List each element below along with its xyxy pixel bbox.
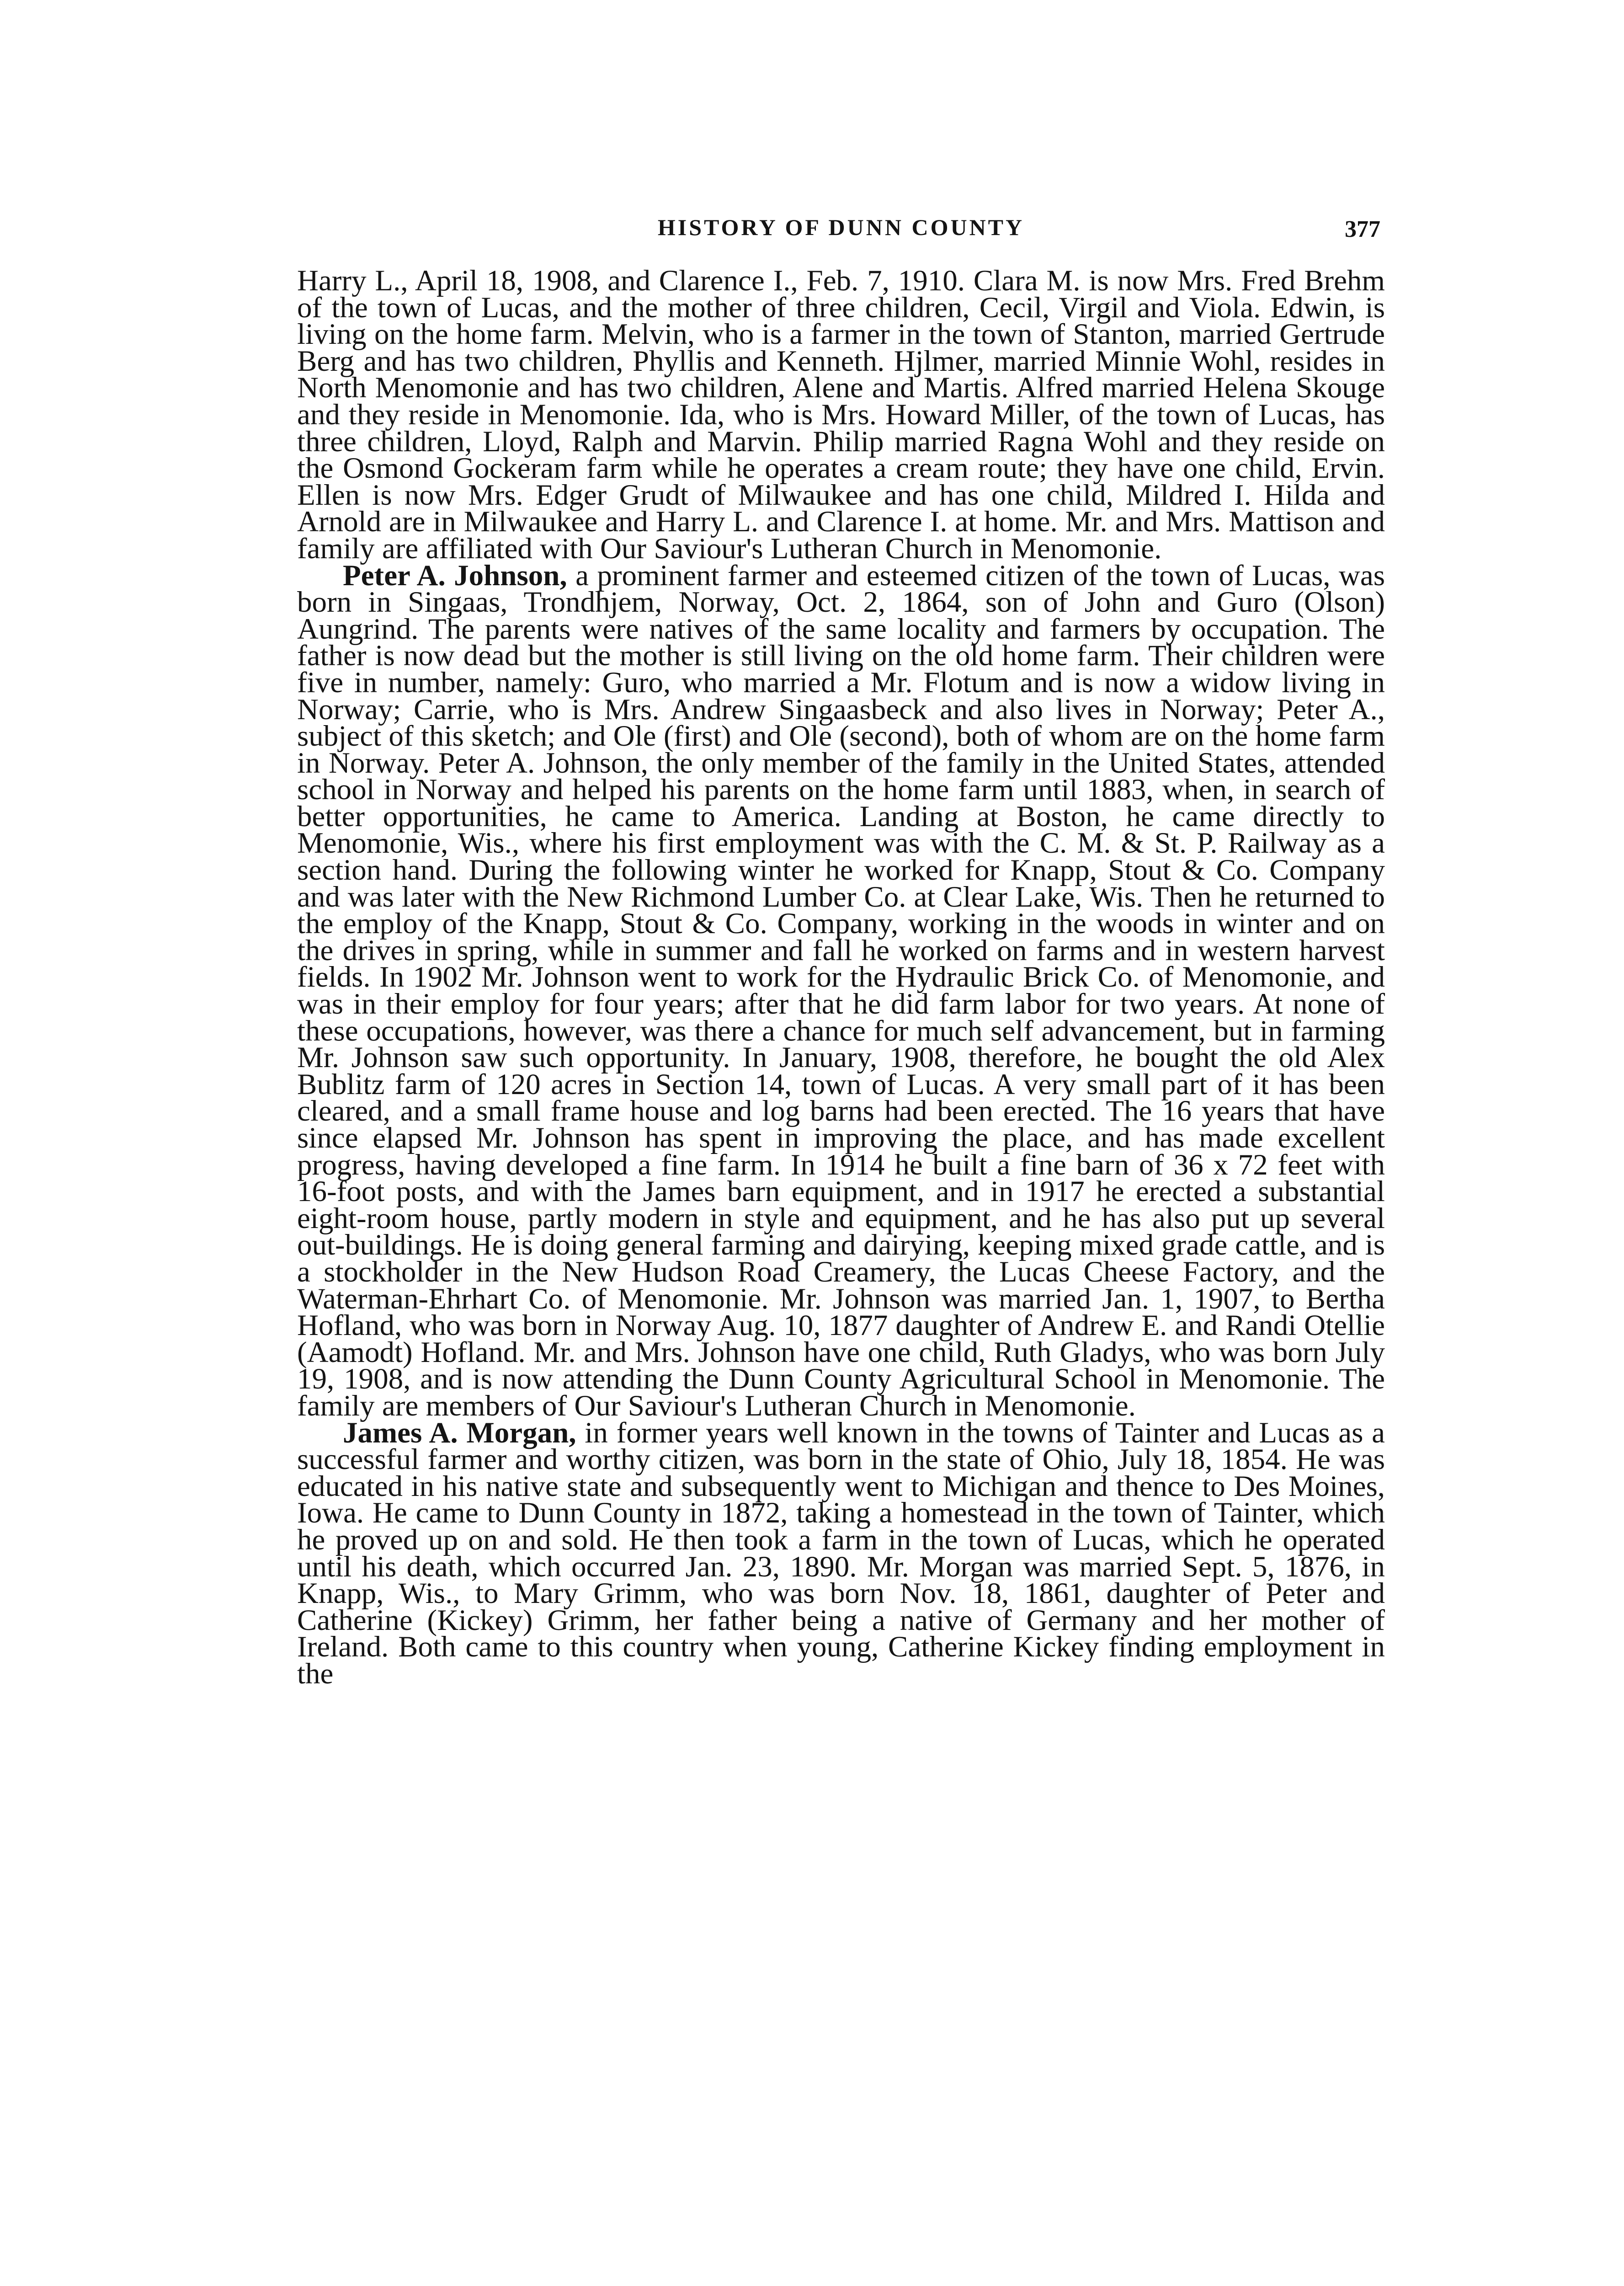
body-text xyxy=(297,264,1385,1690)
page-header xyxy=(297,214,1385,251)
running-head: HISTORY OF DUNN COUNTY xyxy=(657,214,1025,240)
paragraph-james-a-morgan xyxy=(297,1416,1385,1690)
paragraph-text: a prominent farmer and esteemed citizen of the town of Lucas, was born in Singaas, Trondhjem, Norway, Oct. 2, 1864, son of John and Guro (Olson) Aungrind. The parents were natives of the same locality and farmers by occupation. The father is now dead but the mother is still living on the old home farm. Their children were five in number, namely: Guro, who married a Mr. Flotum and is now a widow living in Norway; Carrie, who is Mrs. Andrew Singaasbeck and also lives in Norway; Peter A., subject of this sketch; and Ole (first) and Ole (second), both of whom are on the home farm in Norway. Peter A. Johnson, the only member of the family in the United States, attended school in Norway and helped his parents on the home farm until 1883, when, in search of better opportunities, he came to America. Landing at Boston, he came directly to Menomonie, Wis., where his first employment was with the C. M. & St. P. Railway as a section hand. During the following winter he worked for Knapp, Stout & Co. Company and was later with the New Richmond Lumber Co. at Clear Lake, Wis. Then he returned to the employ of the Knapp, Stout & Co. Company, working in the woods in winter and on the drives in spring, while in summer and fall he worked on farms and in western harvest fields. In 1902 Mr. Johnson went to work for the Hydraulic Brick Co. of Menomonie, and was in their employ for four years; after that he did farm labor for two years. At none of these occupations, however, was there a chance for much self advancement, but in farming Mr. Johnson saw such opportunity. In January, 1908, therefore, he bought the old Alex Bublitz farm of 120 acres in Section 14, town of Lucas. A very small part of it has been cleared, and a small frame house and log barns had been erected. The 16 years that have since elapsed Mr. Johnson has spent in improving the place, and has made excellent progress, having developed a fine farm. In 1914 he built a fine barn of 36 x 72 feet with 16-foot posts, and with the James barn equipment, and in 1917 he erected a substantial eight-room house, partly modern in style and equipment, and he has also put up several out-buildings. He is doing general farming and dairying, keeping mixed grade cattle, and is a stockholder in the New Hudson Road Creamery, the Lucas Cheese Factory, and the Waterman-Ehrhart Co. of Menomonie. Mr. Johnson was married Jan. 1, 1907, to Bertha Hofland, who was born in Norway Aug. 10, 1877 daughter of Andrew E. and Randi Otellie (Aamodt) Hofland. Mr. and Mrs. Johnson have one child, Ruth Gladys, who was born July 19, 1908, and is now attending the Dunn County Agricultural School in Menomonie. The family are members of Our Saviour's Lutheran Church in Menomonie. xyxy=(297,559,1385,1422)
paragraph-text: in former years well known in the towns of Tainter and Lucas as a successful farmer and worthy citizen, was born in the state of Ohio, July 18, 1854. He was educated in his native state and subsequently went to Michigan and thence to Des Moines, Iowa. He came to Dunn County in 1872, taking a homestead in the town of Tainter, which he proved up on and sold. He then took a farm in the town of Lucas, which he operated until his death, which occurred Jan. 23, 1890. Mr. Morgan was married Sept. 5, 1876, in Knapp, Wis., to Mary Grimm, who was born Nov. 18, 1861, daughter of Peter and Catherine (Kickey) Grimm, her father being a native of Germany and her mother of Ireland. Both came to this country when young, Catherine Kickey finding employment in the xyxy=(297,1416,1385,1690)
paragraph-text: Harry L., April 18, 1908, and Clarence I., Feb. 7, 1910. Clara M. is now Mrs. Fred Brehm of the town of Lucas, and the mother of three children, Cecil, Virgil and Viola. Edwin, is living on the home farm. Melvin, who is a farmer in the town of Stanton, married Gertrude Berg and has two children, Phyllis and Kenneth. Hjlmer, married Minnie Wohl, resides in North Menomonie and has two children, Alene and Martis. Alfred married Helena Skouge and they reside in Menomonie. Ida, who is Mrs. Howard Miller, of the town of Lucas, has three children, Lloyd, Ralph and Marvin. Philip married Ragna Wohl and they reside on the Osmond Gockeram farm while he operates a cream route; they have one child, Ervin. Ellen is now Mrs. Edger Grudt of Milwaukee and has one child, Mildred I. Hilda and Arnold are in Milwaukee and Harry L. and Clarence I. at home. Mr. and Mrs. Mattison and family are affiliated with Our Saviour's Lutheran Church in Menomonie. xyxy=(297,264,1385,565)
biography-subject-name: Peter A. Johnson, xyxy=(343,559,567,592)
biography-subject-name: James A. Morgan, xyxy=(343,1416,576,1449)
page-number: 377 xyxy=(1345,216,1380,242)
paragraph-mattison-family xyxy=(297,264,1385,565)
paragraph-peter-a-johnson xyxy=(297,559,1385,1422)
